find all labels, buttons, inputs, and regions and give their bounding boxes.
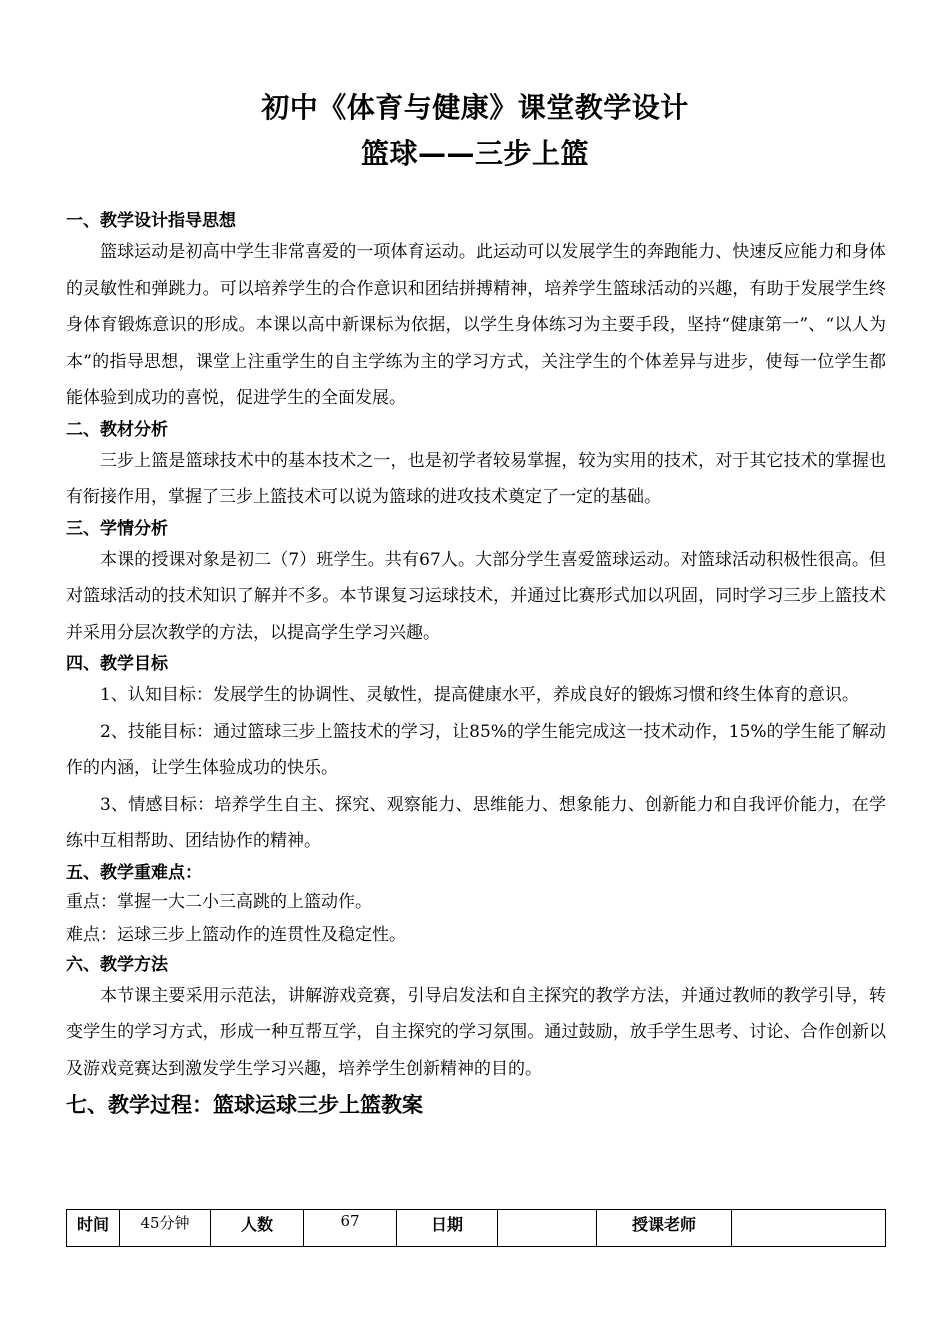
date-label: 日期 bbox=[397, 1210, 498, 1247]
section-5-heading: 五、教学重难点： bbox=[66, 862, 202, 883]
goal-emotion: 3、情感目标：培养学生自主、探究、观察能力、思维能力、想象能力、创新能力和自我评价能力，在学练中互相帮助、团结协作的精神。 bbox=[66, 794, 886, 851]
time-label: 时间 bbox=[67, 1210, 120, 1247]
section-6-heading: 六、教学方法 bbox=[66, 954, 168, 975]
lesson-info-table bbox=[66, 1209, 886, 1247]
section-2-heading: 二、教材分析 bbox=[66, 419, 168, 440]
document-body bbox=[66, 208, 886, 1123]
difficult-point: 难点：运球三步上篮动作的连贯性及稳定性。 bbox=[66, 924, 406, 945]
table-row bbox=[67, 1210, 886, 1247]
section-6-text: 本节课主要采用示范法，讲解游戏竞赛，引导启发法和自主探究的教学方法，并通过教师的教学引导，转变学生的学习方式，形成一种互帮互学，自主探究的学习氛围。通过鼓励，放手学生思考、讨论、合作创新以及游戏竞赛达到激发学生学习兴趣，培养学生创新精神的目的。 bbox=[66, 985, 886, 1079]
section-1-heading: 一、教学设计指导思想 bbox=[66, 211, 236, 231]
section-4-heading: 四、教学目标 bbox=[66, 654, 168, 674]
teacher-label: 授课老师 bbox=[597, 1210, 732, 1247]
document-subtitle: 篮球——三步上篮 bbox=[360, 137, 589, 170]
key-point: 重点：掌握一大二小三高跳的上篮动作。 bbox=[66, 891, 372, 912]
section-1-text: 篮球运动是初高中学生非常喜爱的一项体育运动。此运动可以发展学生的奔跑能力、快速反应能力和身体的灵敏性和弹跳力。可以培养学生的合作意识和团结拼搏精神，培养学生篮球活动的兴趣，有助于发展学生终身体育锻炼意识的形成。本课以高中新课标为依据，以学生身体练习为主要手段，坚持“健康第一”、“以人为本”的指导思想，课堂上注重学生的自主学练为主的学习方式，关注学生的个体差异与进步，使每一位学生都能体验到成功的喜悦，促进学生的全面发展。 bbox=[66, 242, 886, 408]
teacher-value bbox=[732, 1210, 886, 1247]
section-2-text: 三步上篮是篮球技术中的基本技术之一，也是初学者较易掌握，较为实用的技术，对于其它技术的掌握也有衔接作用，掌握了三步上篮技术可以说为篮球的进攻技术奠定了一定的基础。 bbox=[66, 450, 886, 507]
document-title: 初中《体育与健康》课堂教学设计 bbox=[261, 91, 689, 124]
count-label: 人数 bbox=[211, 1210, 304, 1247]
goal-cognitive: 1、认知目标：发展学生的协调性、灵敏性，提高健康水平，养成良好的锻炼习惯和终生体育的意识。 bbox=[100, 685, 859, 705]
section-3-heading: 三、学情分析 bbox=[66, 518, 168, 539]
section-3-text: 本课的授课对象是初二（7）班学生。共有67人。大部分学生喜爱篮球运动。对篮球活动积极性很高。但对篮球活动的技术知识了解并不多。本节课复习运球技术，并通过比赛形式加以巩固，同时学习三步上篮技术并采用分层次教学的方法，以提高学生学习兴趣。 bbox=[66, 549, 886, 643]
date-value bbox=[498, 1210, 597, 1247]
goal-skill: 2、技能目标：通过篮球三步上篮技术的学习，让85%的学生能完成这一技术动作，15%的学生能了解动作的内涵，让学生体验成功的快乐。 bbox=[66, 721, 886, 778]
count-value: 67 bbox=[304, 1210, 397, 1247]
time-value: 45分钟 bbox=[120, 1210, 211, 1247]
section-7-heading: 七、教学过程：篮球运球三步上篮教案 bbox=[66, 1093, 423, 1117]
